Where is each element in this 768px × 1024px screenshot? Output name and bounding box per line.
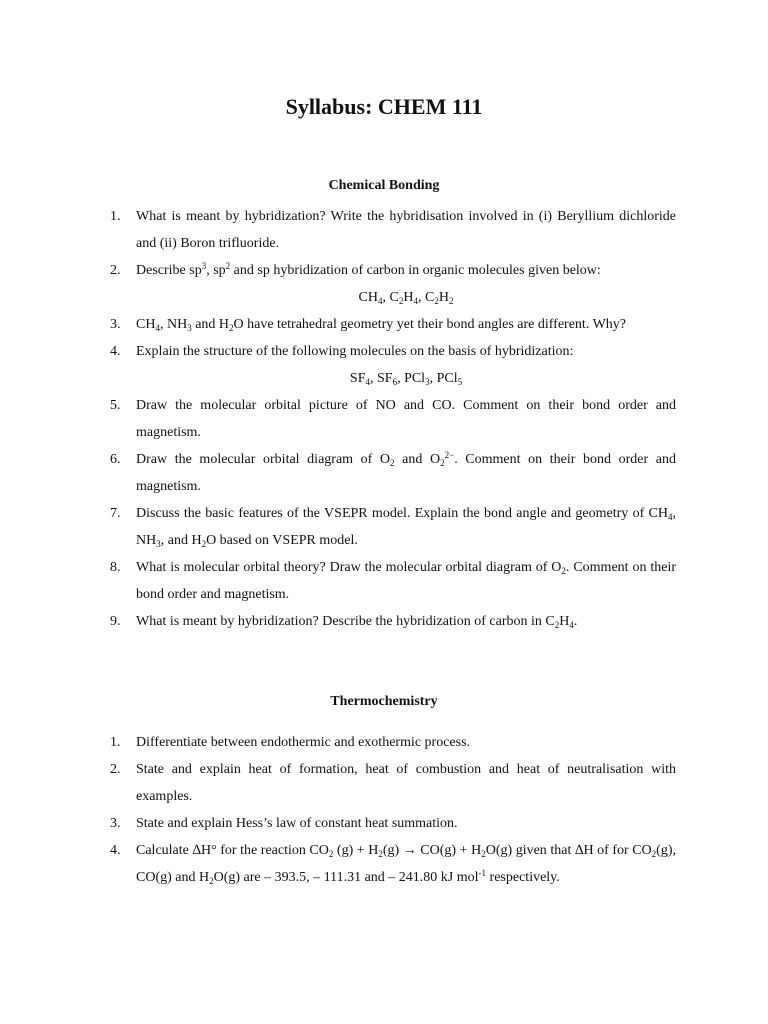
question-number: 2.: [110, 263, 121, 278]
list-item: [110, 608, 676, 635]
question-number: 1.: [110, 735, 121, 750]
list-item: [110, 311, 676, 338]
list-item: [110, 810, 676, 837]
list-item: [110, 756, 676, 810]
question-text: State and explain Hess’s law of constant heat summation.: [136, 816, 458, 831]
list-item: [110, 729, 676, 756]
question-text: State and explain heat of formation, heat of combustion and heat of neutralisation with examples.: [136, 762, 676, 804]
formula-line: $CH_4$, $C_2H_4$, $C_2H_2$: [358, 290, 454, 306]
list-item: [110, 500, 676, 554]
question-text: What is meant by hybridization? Describe the hybridization of carbon in $C_2H_4$.: [136, 614, 578, 630]
list-item: [110, 392, 676, 446]
question-number: 5.: [110, 398, 121, 413]
question-text: What is meant by hybridization? Write the hybridisation involved in (i) Beryllium dichloride and (ii) Boron trifluoride.: [136, 209, 676, 251]
question-text: Differentiate between endothermic and exothermic process.: [136, 735, 471, 750]
question-text: What is molecular orbital theory? Draw the molecular orbital diagram of $O_2$. Comment on their bond order and magnetism.: [136, 560, 676, 602]
question-number: 1.: [110, 209, 121, 224]
section-heading-thermochemistry: Thermochemistry: [330, 694, 438, 709]
question-number: 8.: [110, 560, 121, 575]
question-number: 7.: [110, 506, 121, 521]
question-text: Draw the molecular orbital diagram of $O_2$ and $O_2^{2-}$. Comment on their bond order and magnetism.: [136, 450, 676, 494]
list-item: [110, 257, 676, 311]
question-number: 2.: [110, 762, 121, 777]
question-text: Explain the structure of the following molecules on the basis of hybridization:: [136, 344, 574, 359]
list-item: [110, 338, 676, 392]
list-item: [110, 446, 676, 500]
question-number: 9.: [110, 614, 121, 629]
question-text: Discuss the basic features of the VSEPR model. Explain the bond angle and geometry of $CH_4$, $NH_3$, and $H_2O$ based on VSEPR model.: [136, 506, 676, 549]
question-text: Draw the molecular orbital picture of NO and CO. Comment on their bond order and magnetism.: [136, 398, 676, 440]
list-item: [110, 203, 676, 257]
question-number: 3.: [110, 816, 121, 831]
question-number: 4.: [110, 843, 121, 858]
question-list-chemical-bonding: [110, 203, 676, 635]
question-number: 6.: [110, 452, 121, 467]
list-item: [110, 837, 676, 891]
formula-line: $SF_4$, $SF_6$, PCl$_3$, PCl$_5$: [349, 371, 463, 387]
question-text: Describe $sp^3$, $sp^2$ and sp hybridization of carbon in organic molecules given below:: [136, 261, 601, 278]
page-title: Syllabus: CHEM 111: [285, 94, 483, 119]
question-list-thermochemistry: [110, 729, 676, 891]
list-item: [110, 554, 676, 608]
question-number: 4.: [110, 344, 121, 359]
question-number: 3.: [110, 317, 121, 332]
section-heading-chemical-bonding: Chemical Bonding: [328, 178, 440, 193]
question-text: $CH_4$, $NH_3$ and $H_2O$ have tetrahedral geometry yet their bond angles are different. Why?: [136, 317, 627, 333]
question-text: Calculate ∆H° for the reaction $CO_2$ $(g) + H_2(g) \to CO(g) + H_2O(g)$ given that ∆H of for $CO_2(g)$, CO(g) and $H_2O(g)$ are – 393.5, – 111.31 and – 241.80 kJ mol$^{-1}$ respectively.: [136, 843, 676, 886]
